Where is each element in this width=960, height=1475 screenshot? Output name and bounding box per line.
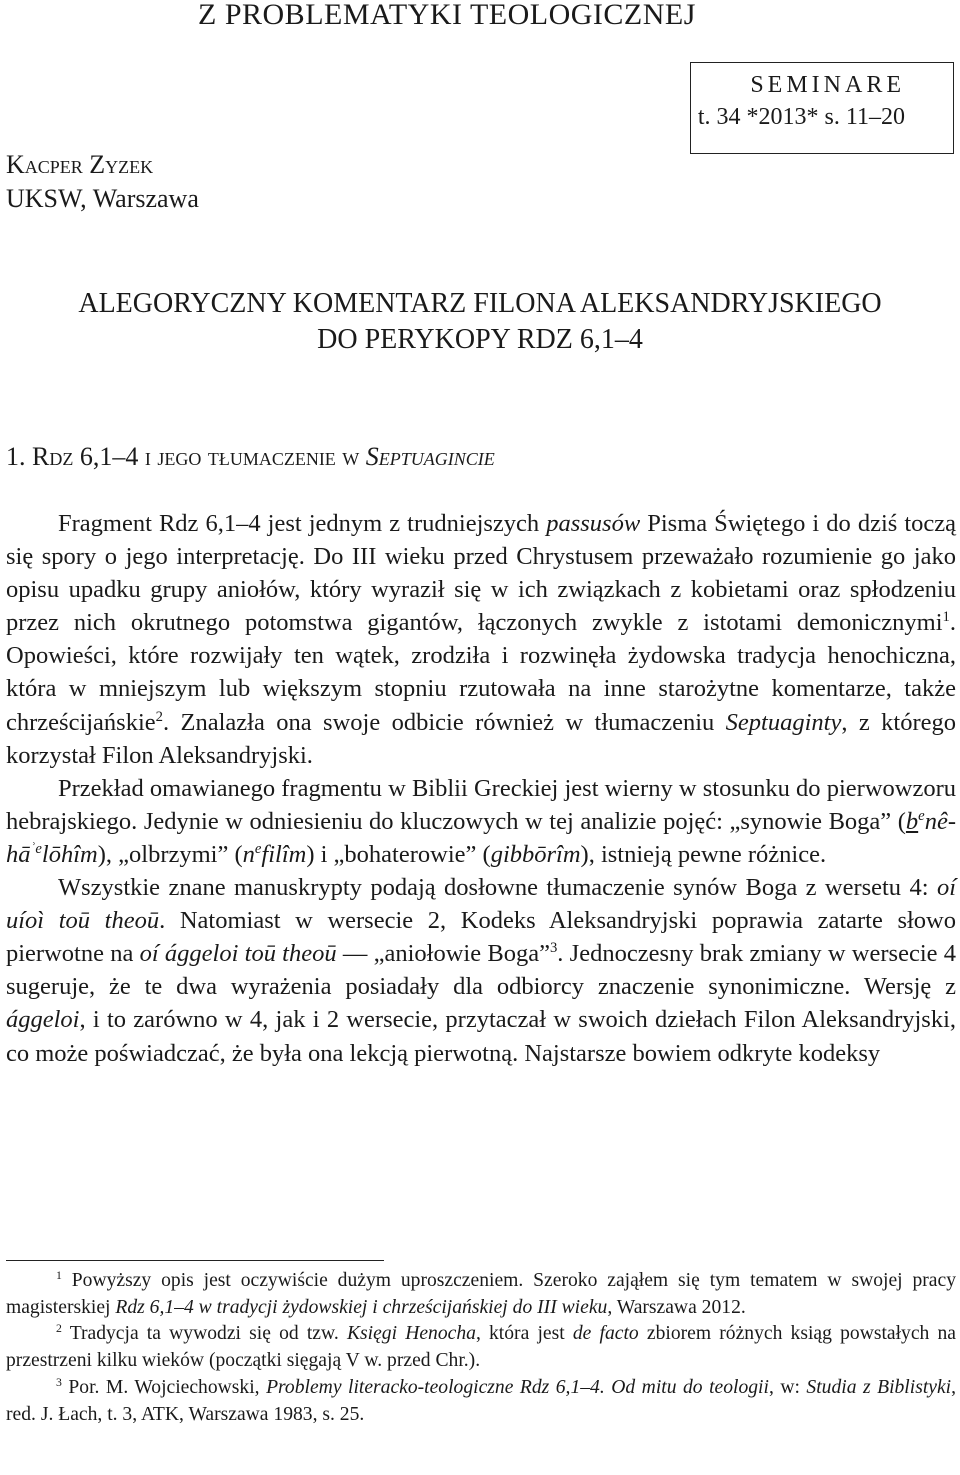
journal-issue: t. 34 *2013* s. 11–20 bbox=[697, 104, 905, 130]
footnotes bbox=[6, 1268, 956, 1428]
paragraph-1: Fragment Rdz 6,1–4 jest jednym z trudniejszych passusów Pisma Świętego i do dziś toczą się spory o jego interpretację. Do III wieku przed Chrystusem przeważało rozumienie go jako opisu upadku grupy aniołów, który wyraził się w ich związkach z kobietami oraz spłodzeniu przez nich okrutnego potomstwa gigantów, łączonych zwykle z istotami demonicznymi$^1$. Opowieści, które rozwijały ten wątek, zrodziła i rozwinęła żydowska tradycja henochiczna, która w mniejszym lub większym stopniu rzutowała na inne starożytne komentarze, także chrześcijańskie$^2$. Znalazła ona swoje odbicie również w tłumaczeniu Septuaginty, z którego korzystał Filon Aleksandryjski. bbox=[6, 510, 957, 769]
article-title bbox=[0, 286, 960, 358]
footnote-ref-1[interactable]: 1 bbox=[942, 609, 950, 626]
section-heading-italic: Septuagincie bbox=[365, 442, 495, 471]
article-title-line-1: ALEGORYCZNY KOMENTARZ FILONA ALEKSANDRYJSKIEGO bbox=[78, 288, 882, 319]
paragraph-3: Wszystkie znane manuskrypty podają dosłowne tłumaczenie synów Boga z wersetu 4: oí uíoì toū theoū. Natomiast w wersecie 2, Kodeks Aleksandryjski poprawia zatarte słowo pierwotne na oí ággeloi toū theoū — „aniołowie Boga”$^3$. Jednoczesny brak zmiany w wersecie 4 sugeruje, że te dwa wyrażenia posiadały dla odbiorcy znaczenie synonimiczne. Wersję z ággeloi, i to zarówno w 4, jak i 2 wersecie, przytaczał w swoich dziełach Filon Aleksandryjski, co może poświadczać, że była ona lekcją pierwotną. Najstarsze bowiem odkryte kodeksy bbox=[6, 874, 957, 1067]
section-number: 1. bbox=[6, 442, 26, 471]
footnote-ref-2[interactable]: 2 bbox=[155, 708, 163, 725]
journal-name: SEMINARE bbox=[750, 72, 905, 98]
section-heading bbox=[6, 442, 495, 472]
journal-section-title: Z PROBLEMATYKI TEOLOGICZNEJ bbox=[198, 0, 696, 31]
footnote-1: $^1$ Powyższy opis jest oczywiście dużym uproszczeniem. Szeroko zająłem się tym tematem w swojej pracy magisterskiej Rdz 6,1–4 w tradycji żydowskiej i chrześcijańskiej do III wieku, Warszawa 2012. bbox=[6, 1268, 956, 1318]
author-affiliation: UKSW, Warszawa bbox=[6, 184, 199, 213]
footnote-ref-3[interactable]: 3 bbox=[549, 940, 558, 957]
paragraph-2: Przekład omawianego fragmentu w Biblii Greckiej jest wierny w stosunku do pierwowzoru hebrajskiego. Jedynie w odniesieniu do kluczowych w tej analizie pojęć: „synowie Boga” $(b^enê-hā^{ʾe}lōhîm)$, „olbrzymi” $(n^efilîm)$ i „bohaterowie” (gibbōrîm), istnieją pewne różnice. bbox=[6, 774, 956, 868]
section-heading-text: Rdz 6,1–4 i jego tłumaczenie w bbox=[32, 442, 360, 471]
footnote-separator bbox=[6, 1260, 384, 1261]
article-title-line-2: DO PERYKOPY RDZ 6,1–4 bbox=[317, 324, 643, 355]
footnote-3: $^3$ Por. M. Wojciechowski, Problemy literacko-teologiczne Rdz 6,1–4. Od mitu do teologii, w: Studia z Biblistyki, red. J. Łach, t. 3, ATK, Warszawa 1983, s. 25. bbox=[6, 1375, 957, 1425]
footnote-2: $^2$ Tradycja ta wywodzi się od tzw. Księgi Henocha, która jest de facto zbiorem różnych ksiąg powstałych na przestrzeni kilku wieków (początki sięgają V w. przed Chr.). bbox=[6, 1322, 957, 1372]
author-name: Kacper Zyzek bbox=[6, 150, 154, 179]
body-text bbox=[6, 507, 956, 1070]
